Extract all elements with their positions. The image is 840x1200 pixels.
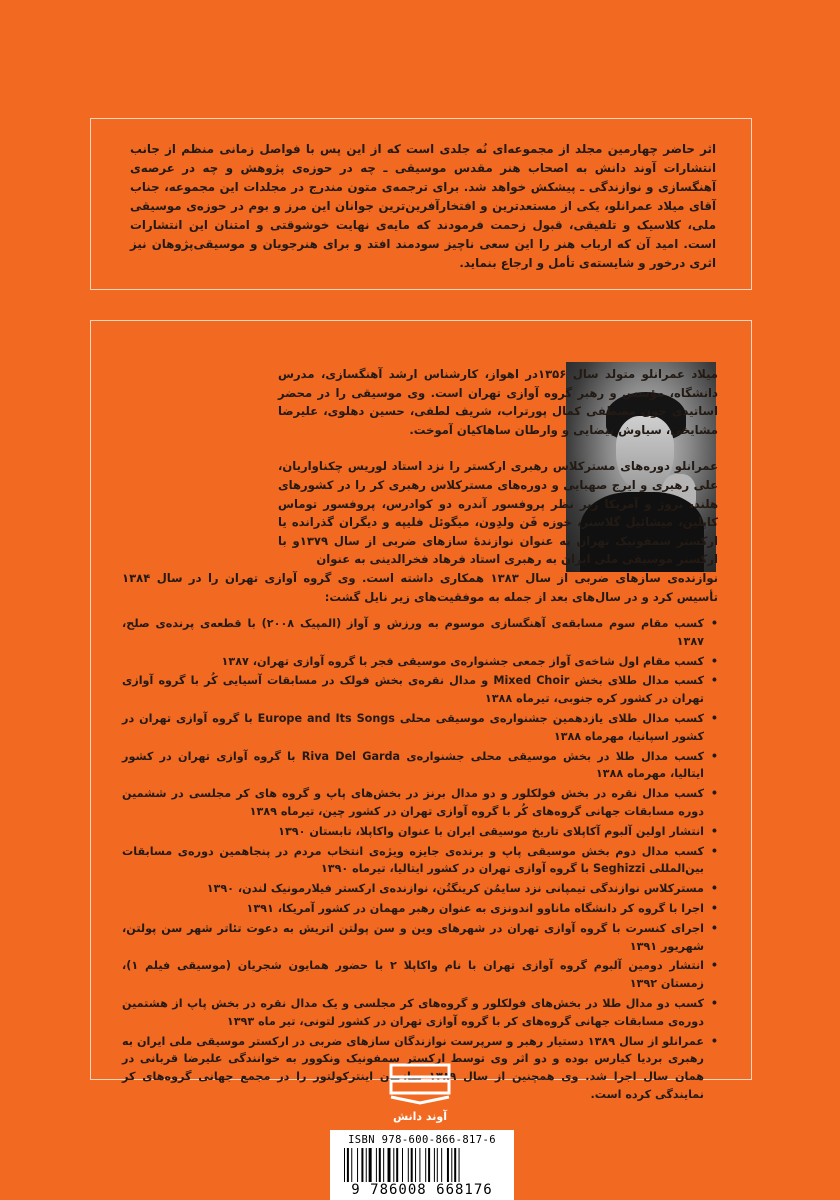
book-logo-icon (389, 1063, 451, 1107)
author-bio (122, 365, 718, 606)
list-item: • اجرا با گروه کر دانشگاه ماناوو اندونزی به عنوان رهبر مهمان در کشور آمریکا، ۱۳۹۱ (122, 900, 718, 918)
list-item: • کسب مدال طلای یازدهمین جشنواره‌ی موسیقی محلی Europe and Its Songs با گروه آوازی تهران در کشور اسپانیا، مهرماه ۱۳۸۸ (122, 710, 718, 746)
bio-paragraph-1: میلاد عمرانلو متولد سال ۱۳۵۶در اهواز، کارشناس ارشد آهنگسازی، مدرس دانشگاه، مؤسس و رهبر گروه آوازی تهران است. وی موسیقی را در محضر اساتیدی چون مصطفی کمال پورتراب، شریف لطفی، حسین دهلوی، علیرضا مشایخی، سیاوش بیضایی و وارطان ساهاکیان آموخت. (278, 367, 718, 437)
barcode-bars (344, 1148, 502, 1182)
intro-paragraph (130, 140, 716, 273)
list-item: • کسب مدال دوم بخش موسیقی پاپ و برنده‌ی جایزه ویژه‌ی انتخاب مردم در پنجاهمین دوره‌ی مسابقات بین‌المللی Seghizzi با گروه آوازی تهران در کشور ایتالیا، تیرماه ۱۳۹۰ (122, 843, 718, 879)
list-item: • کسب مقام سوم مسابقه‌ی آهنگسازی موسوم به ورزش و آواز (المپیک ۲۰۰۸) با قطعه‌ی پرنده‌ی صلح، ۱۳۸۷ (122, 615, 718, 651)
isbn-label: ISBN 978-600-866-817-6 (348, 1134, 496, 1146)
bio-paragraph-2-wrapped: عمرانلو دوره‌های مسترکلاس رهبری ارکستر را نزد استاد لوریس چکناواریان، علی رهبری و ایرج صهبایی و دوره‌های مسترکلاس رهبری کر را در کشورهای هلند، نروژ و آمریکا زیر نظر پروفسور آندره دو کوادرس، پروفسور توماس کاپلین، میشائیل گلاسنر، خوزه فَن ولدِون، میگوئل فلیپه و دیگران گذرانده یا ارکستر سمفونیک تهران به عنوان نوازندهٔ سازهای ضربی از سال ۱۳۷۹و با ارکستر موسیقی ملی ایران به رهبری استاد فرهاد فخرالدینی به عنوان (278, 459, 719, 567)
list-item: • کسب مدال طلا در بخش موسیقی محلی جشنواره‌ی Riva Del Garda با گروه آوازی تهران در کشور ایتالیا، مهرماه ۱۳۸۸ (122, 748, 718, 784)
achievements-list (122, 615, 718, 1106)
list-item: • کسب مدال طلای بخش Mixed Choir و مدال نقره‌ی بخش فولک در مسابقات آسیایی کُر با گروه آوازی تهران در کشور کره جنوبی، تیرماه ۱۳۸۸ (122, 672, 718, 708)
list-item: • مسترکلاس نوازندگی تیمپانی نزد سایمُن کرینگتُن، نوازنده‌ی ارکستر فیلارمونیک لندن، ۱۳۹۰ (122, 880, 718, 898)
list-item: • کسب مقام اول شاخه‌ی آواز جمعی جشنواره‌ی موسیقی فجر با گروه آوازی تهران، ۱۳۸۷ (122, 653, 718, 671)
list-item: • عمرانلو از سال ۱۳۸۹ دستیار رهبر و سرپرست نوازندگان سازهای ضربی در ارکستر موسیقی ملی ایران به رهبری بردیا کیارس بوده و دو اثر وی توسط ارکستر سمفونیک ونکوور به خوانندگی علیرضا قربانی در همان سال اجرا شد. وی همچنین از سال ۱۳۸۹ سازمان اینترکولتور را در مجمع جهانی گروه‌های کر نمایندگی کرده است. (122, 1033, 718, 1104)
list-item: • اجرای کنسرت با گروه آوازی تهران در شهرهای وین و سن پولتن اتریش به دعوت تئاتر شهر سن پولتن، شهریور ۱۳۹۱ (122, 920, 718, 956)
list-item: • انتشار اولین آلبوم آکاپلای تاریخ موسیقی ایران با عنوان واکاپلا، تابستان ۱۳۹۰ (122, 823, 718, 841)
list-item: • کسب مدال نقره در بخش فولکلور و دو مدال برنز در بخش‌های پاپ و گروه های کر مجلسی در ششمین دوره مسابقات جهانی گروه‌های کُر با گروه آوازی تهران در کشور چین، تیرماه ۱۳۸۹ (122, 785, 718, 821)
intro-text: اثر حاضر چهارمین مجلد از مجموعه‌ای نُه جلدی است که از این پس با فواصل زمانی منظم از جانب انتشارات آوند دانش به اصحاب هنر مقدس موسیقی ـ چه در حوزه‌ی پژوهش و چه در عرصه‌ی آهنگسازی و نوازندگی ـ پیشکش خواهد شد. برای ترجمه‌ی متون مندرج در مجلدات این مجموعه، جناب آقای میلاد عمرانلو، یکی از مستعدترین و افتخارآفرین‌ترین جوانان این مرز و بوم در حوزه‌ی موسیقی ملی، کلاسیک و تلفیقی، قبول زحمت فرمودند که مایه‌ی نهایت خوشوقتی و امتنان این انتشارات است. امید آن که ارباب هنر را این سعی ناچیز سودمند افتد و برای هنرجویان و موسیقی‌پژوهان نیز اثری درخور و شایسته‌ی تأمل و ارجاع بنماید. (130, 142, 716, 270)
list-item: • کسب دو مدال طلا در بخش‌های فولکلور و گروه‌های کر مجلسی و یک مدال نقره در بخش پاپ از هشتمین دوره‌ی مسابقات جهانی گروه‌های کر با گروه آوازی تهران در کشور لتونی، تیر ماه ۱۳۹۳ (122, 995, 718, 1031)
bio-paragraph-2-full: نوازنده‌ی سازهای ضربی از سال ۱۳۸۳ همکاری داشته است. وی گروه آوازی تهران را در سال ۱۳۸۴ تأسیس کرد و در سال‌های بعد از جمله به موفقیت‌های زیر نایل گشت: (122, 570, 718, 604)
list-item: • انتشار دومین آلبوم گروه آوازی تهران با نام واکاپلا ۲ با حضور همایون شجریان (موسیقی فیلم ۱)، زمستان ۱۳۹۲ (122, 957, 718, 993)
isbn-barcode (330, 1130, 514, 1200)
publisher-name: آوند دانش (392, 1110, 448, 1123)
barcode-digits: 9 786008 668176 (351, 1182, 493, 1198)
